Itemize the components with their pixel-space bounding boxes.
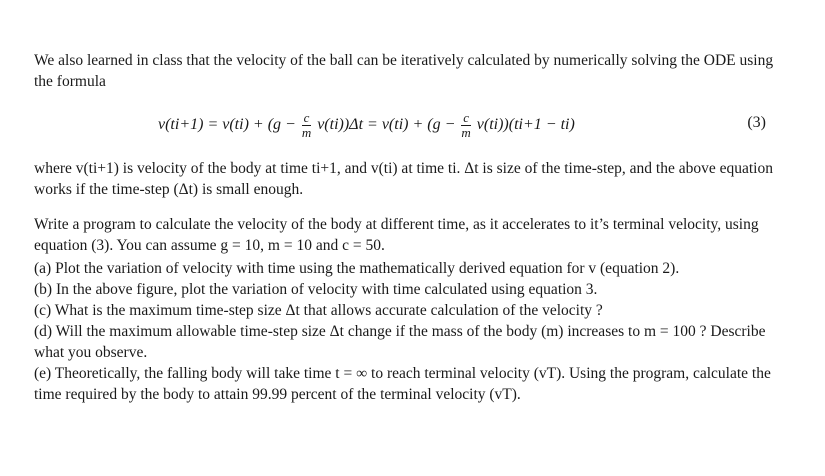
equation-body	[158, 111, 575, 140]
question-d: (d) Will the maximum allowable time-step size Δt change if the mass of the body (m) increases to m = 100 ? Describe what you observe.	[34, 323, 766, 361]
fraction-numerator: c	[303, 110, 310, 125]
fraction-c-over-m	[302, 111, 311, 140]
equation-lhs: v(ti+1) = v(ti) + (g −	[158, 116, 296, 134]
equation-rhs: v(ti))(ti+1 − ti)	[476, 116, 575, 134]
equation-3	[0, 103, 825, 143]
task-paragraph: Write a program to calculate the velocity of the body at different time, as it accelerates to it’s terminal velocity, using equation (3). You can assume g = 10, m = 10 and c = 50.	[34, 216, 759, 254]
fraction-numerator-2: c	[463, 110, 469, 125]
question-b: (b) In the above figure, plot the variation of velocity with time calculated using equation 3.	[34, 281, 598, 298]
question-a: (a) Plot the variation of velocity with time using the mathematically derived equation for v (equation 2).	[34, 260, 680, 277]
fraction-denominator: m	[301, 125, 312, 140]
question-list	[34, 258, 776, 405]
equation-mid: v(ti))Δt = v(ti) + (g −	[317, 116, 456, 134]
fraction-c-over-m-2	[461, 111, 470, 140]
question-c: (c) What is the maximum time-step size Δt that allows accurate calculation of the velocity ?	[34, 302, 603, 319]
question-e: (e) Theoretically, the falling body will take time t = ∞ to reach terminal velocity (vT). Using the program, calculate the time required by the body to attain 99.99 percent of the terminal velocity (vT).	[34, 365, 771, 403]
explanation-paragraph: where v(ti+1) is velocity of the body at time ti+1, and v(ti) at time ti. Δt is size of the time-step, and the above equation works if the time-step (Δt) is small enough.	[34, 160, 773, 198]
intro-paragraph: We also learned in class that the velocity of the ball can be iteratively calculated by numerically solving the ODE using the formula	[34, 52, 774, 90]
equation-number: (3)	[747, 114, 766, 131]
fraction-denominator-2: m	[461, 125, 471, 140]
